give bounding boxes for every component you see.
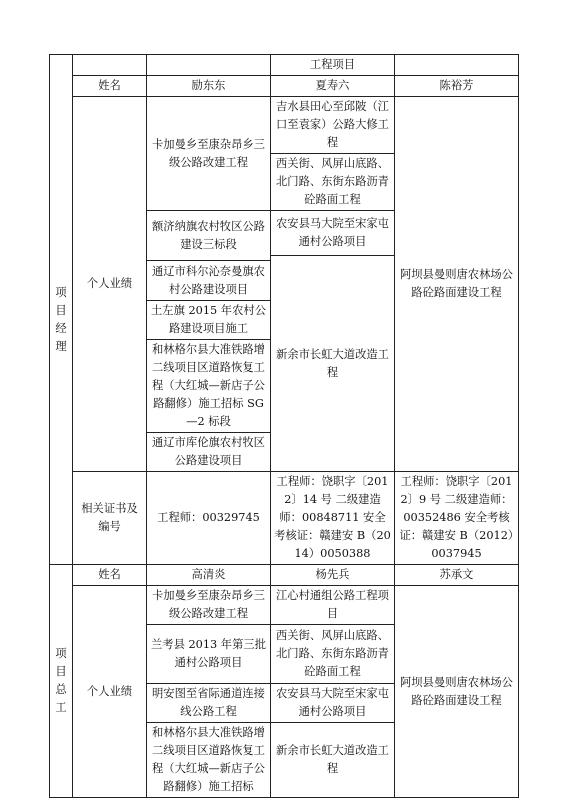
blank-cell [147,55,271,76]
name-label: 姓名 [73,565,147,586]
certificate-cell: 工程师：00329745 [147,472,271,565]
person-name: 杨先兵 [271,565,395,586]
project-cell: 和林格尔县大准铁路增二线项目区道路恢复工程（大红城—新店子公路翻修）施工招标 SG—2 标段 [147,339,271,432]
project-cell: 和林格尔县大准铁路增二线项目区道路恢复工程（大红城—新店子公路翻修）施工招标 [147,722,271,797]
project-cell: 西关街、风屏山底路、北门路、东街东路沥青砼路面工程 [271,625,395,683]
personnel-table [49,54,519,798]
blank-cell [395,55,519,76]
person-name: 高清炎 [147,565,271,586]
table-row [50,586,519,625]
role-char: 目 [55,303,67,317]
engineer-name-row [50,565,519,586]
certificate-label: 相关证书及编号 [73,472,147,565]
project-cell: 阿坝县曼则唐农林场公路砼路面建设工程 [395,97,519,472]
role-char: 项 [55,285,67,299]
person-name: 陈裕芳 [395,76,519,97]
role-char: 工 [55,701,67,715]
person-name: 励东东 [147,76,271,97]
project-cell: 吉水县田心至邱陂（江口至袁家）公路大修工程 [271,97,395,154]
project-cell: 卡加曼乡至康杂昂乡三级公路改建工程 [147,586,271,625]
project-cell: 新余市长虹大道改造工程 [271,256,395,472]
project-cell: 卡加曼乡至康杂昂乡三级公路改建工程 [147,97,271,211]
person-name: 苏承文 [395,565,519,586]
role-char: 经 [55,321,67,335]
project-cell: 通辽市科尔沁奈曼旗农村公路建设项目 [147,261,271,300]
role-char: 理 [55,339,67,353]
project-cell: 农安县马大院至宋家屯通村公路项目 [271,211,395,256]
blank-cell [73,55,147,76]
certificate-row [50,472,519,565]
project-cell: 新余市长虹大道改造工程 [271,722,395,797]
person-name: 夏寿六 [271,76,395,97]
project-cell: 额济纳旗农村牧区公路建设三标段 [147,211,271,261]
project-cell: 西关街、风屏山底路、北门路、东街东路沥青砼路面工程 [271,154,395,211]
project-cell: 农安县马大院至宋家屯通村公路项目 [271,683,395,722]
project-cell: 江心村通组公路工程项目 [271,586,395,625]
blank-cell [50,55,73,76]
manager-role-label [50,76,73,565]
name-label: 姓名 [73,76,147,97]
project-cell: 土左旗 2015 年农村公路建设项目施工 [147,300,271,339]
project-header: 工程项目 [271,55,395,76]
manager-name-row [50,76,519,97]
project-cell: 明安图至省际通道连接线公路工程 [147,683,271,722]
table-row [50,97,519,154]
role-char: 总 [55,683,67,697]
engineer-role-label [50,565,73,798]
certificate-cell: 工程师：饶职字〔2012〕9 号 二级建造师：00352486 安全考核证：赣建安 B（2012）0037945 [395,472,519,565]
role-char: 项 [55,647,67,661]
performance-label: 个人业绩 [73,586,147,798]
project-cell: 通辽市库伦旗农村牧区公路建设项目 [147,432,271,471]
header-row [50,55,519,76]
role-char: 目 [55,665,67,679]
project-cell: 兰考县 2013 年第三批通村公路项目 [147,625,271,683]
project-cell: 阿坝县曼则唐农林场公路砼路面建设工程 [395,586,519,798]
performance-label: 个人业绩 [73,97,147,472]
certificate-cell: 工程师：饶职字〔2012〕14 号 二级建造师：00848711 安全考核证：赣建安 B（2014）0050388 [271,472,395,565]
